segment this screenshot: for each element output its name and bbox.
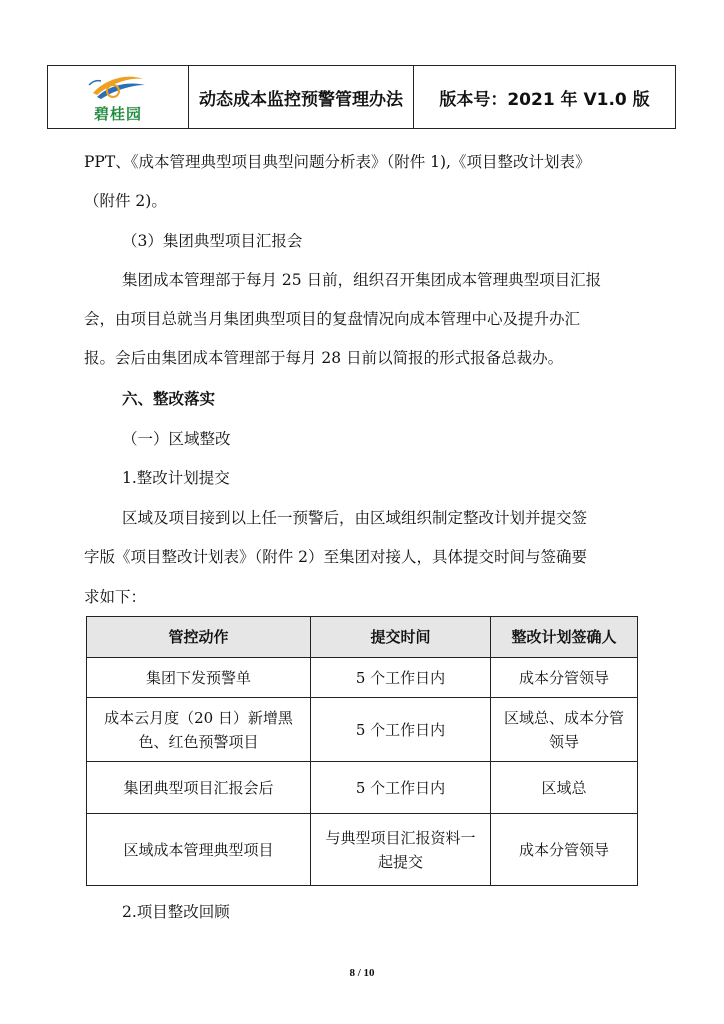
text-line: 会，由项目总就当月集团典型项目的复盘情况向成本管理中心及提升办汇 [84, 310, 581, 328]
subsection-heading: （一）区域整改 [122, 430, 231, 448]
subsection-heading: 2.项目整改回顾 [122, 903, 230, 921]
text-line: 求如下： [84, 588, 147, 606]
logo-cell [48, 66, 189, 128]
text-line: 字版《项目整改计划表》（附件 2）至集团对接人，具体提交时间与签确要 [84, 548, 588, 566]
table-cell: 成本云月度（20 日）新增黑色、红色预警项目 [87, 698, 311, 762]
table-cell: 5 个工作日内 [311, 762, 491, 814]
version-label: 版本号：2021 年 V1.0 版 [439, 89, 650, 110]
table-cell: 5 个工作日内 [311, 698, 491, 762]
text-line: （附件 2)。 [84, 192, 167, 210]
table-cell: 集团下发预警单 [87, 658, 311, 698]
section-heading: 六、整改落实 [122, 390, 216, 408]
table-row [87, 814, 638, 886]
table-cell: 集团典型项目汇报会后 [87, 762, 311, 814]
table-row [87, 658, 638, 698]
table-cell: 区域总 [491, 762, 638, 814]
table-header-row [87, 617, 638, 658]
table-cell: 成本分管领导 [491, 814, 638, 886]
table-cell: 区域成本管理典型项目 [87, 814, 311, 886]
text-line: 区域及项目接到以上任一预警后，由区域组织制定整改计划并提交签 [122, 509, 588, 527]
table-row [87, 762, 638, 814]
table-cell: 与典型项目汇报资料一起提交 [311, 814, 491, 886]
subsection-heading: 1.整改计划提交 [122, 469, 230, 487]
country-garden-logo-icon [83, 71, 153, 105]
rectification-table [86, 616, 638, 886]
page-number: 8 / 10 [349, 967, 375, 979]
table-cell: 成本分管领导 [491, 658, 638, 698]
table-row [87, 698, 638, 762]
logo-text: 碧桂园 [93, 104, 142, 123]
text-line: 集团成本管理部于每月 25 日前，组织召开集团成本管理典型项目汇报 [122, 271, 602, 289]
subsection-heading: （3）集团典型项目汇报会 [122, 232, 303, 250]
column-header: 管控动作 [87, 617, 311, 658]
column-header: 整改计划签确人 [491, 617, 638, 658]
document-header [47, 65, 676, 129]
text-line: 报。会后由集团成本管理部于每月 28 日前以简报的形式报备总裁办。 [84, 349, 564, 367]
table-cell: 5 个工作日内 [311, 658, 491, 698]
table-cell: 区域总、成本分管领导 [491, 698, 638, 762]
column-header: 提交时间 [311, 617, 491, 658]
document-title: 动态成本监控预警管理办法 [189, 66, 414, 128]
text-line: PPT、《成本管理典型项目典型问题分析表》（附件 1),《项目整改计划表》 [84, 153, 591, 171]
